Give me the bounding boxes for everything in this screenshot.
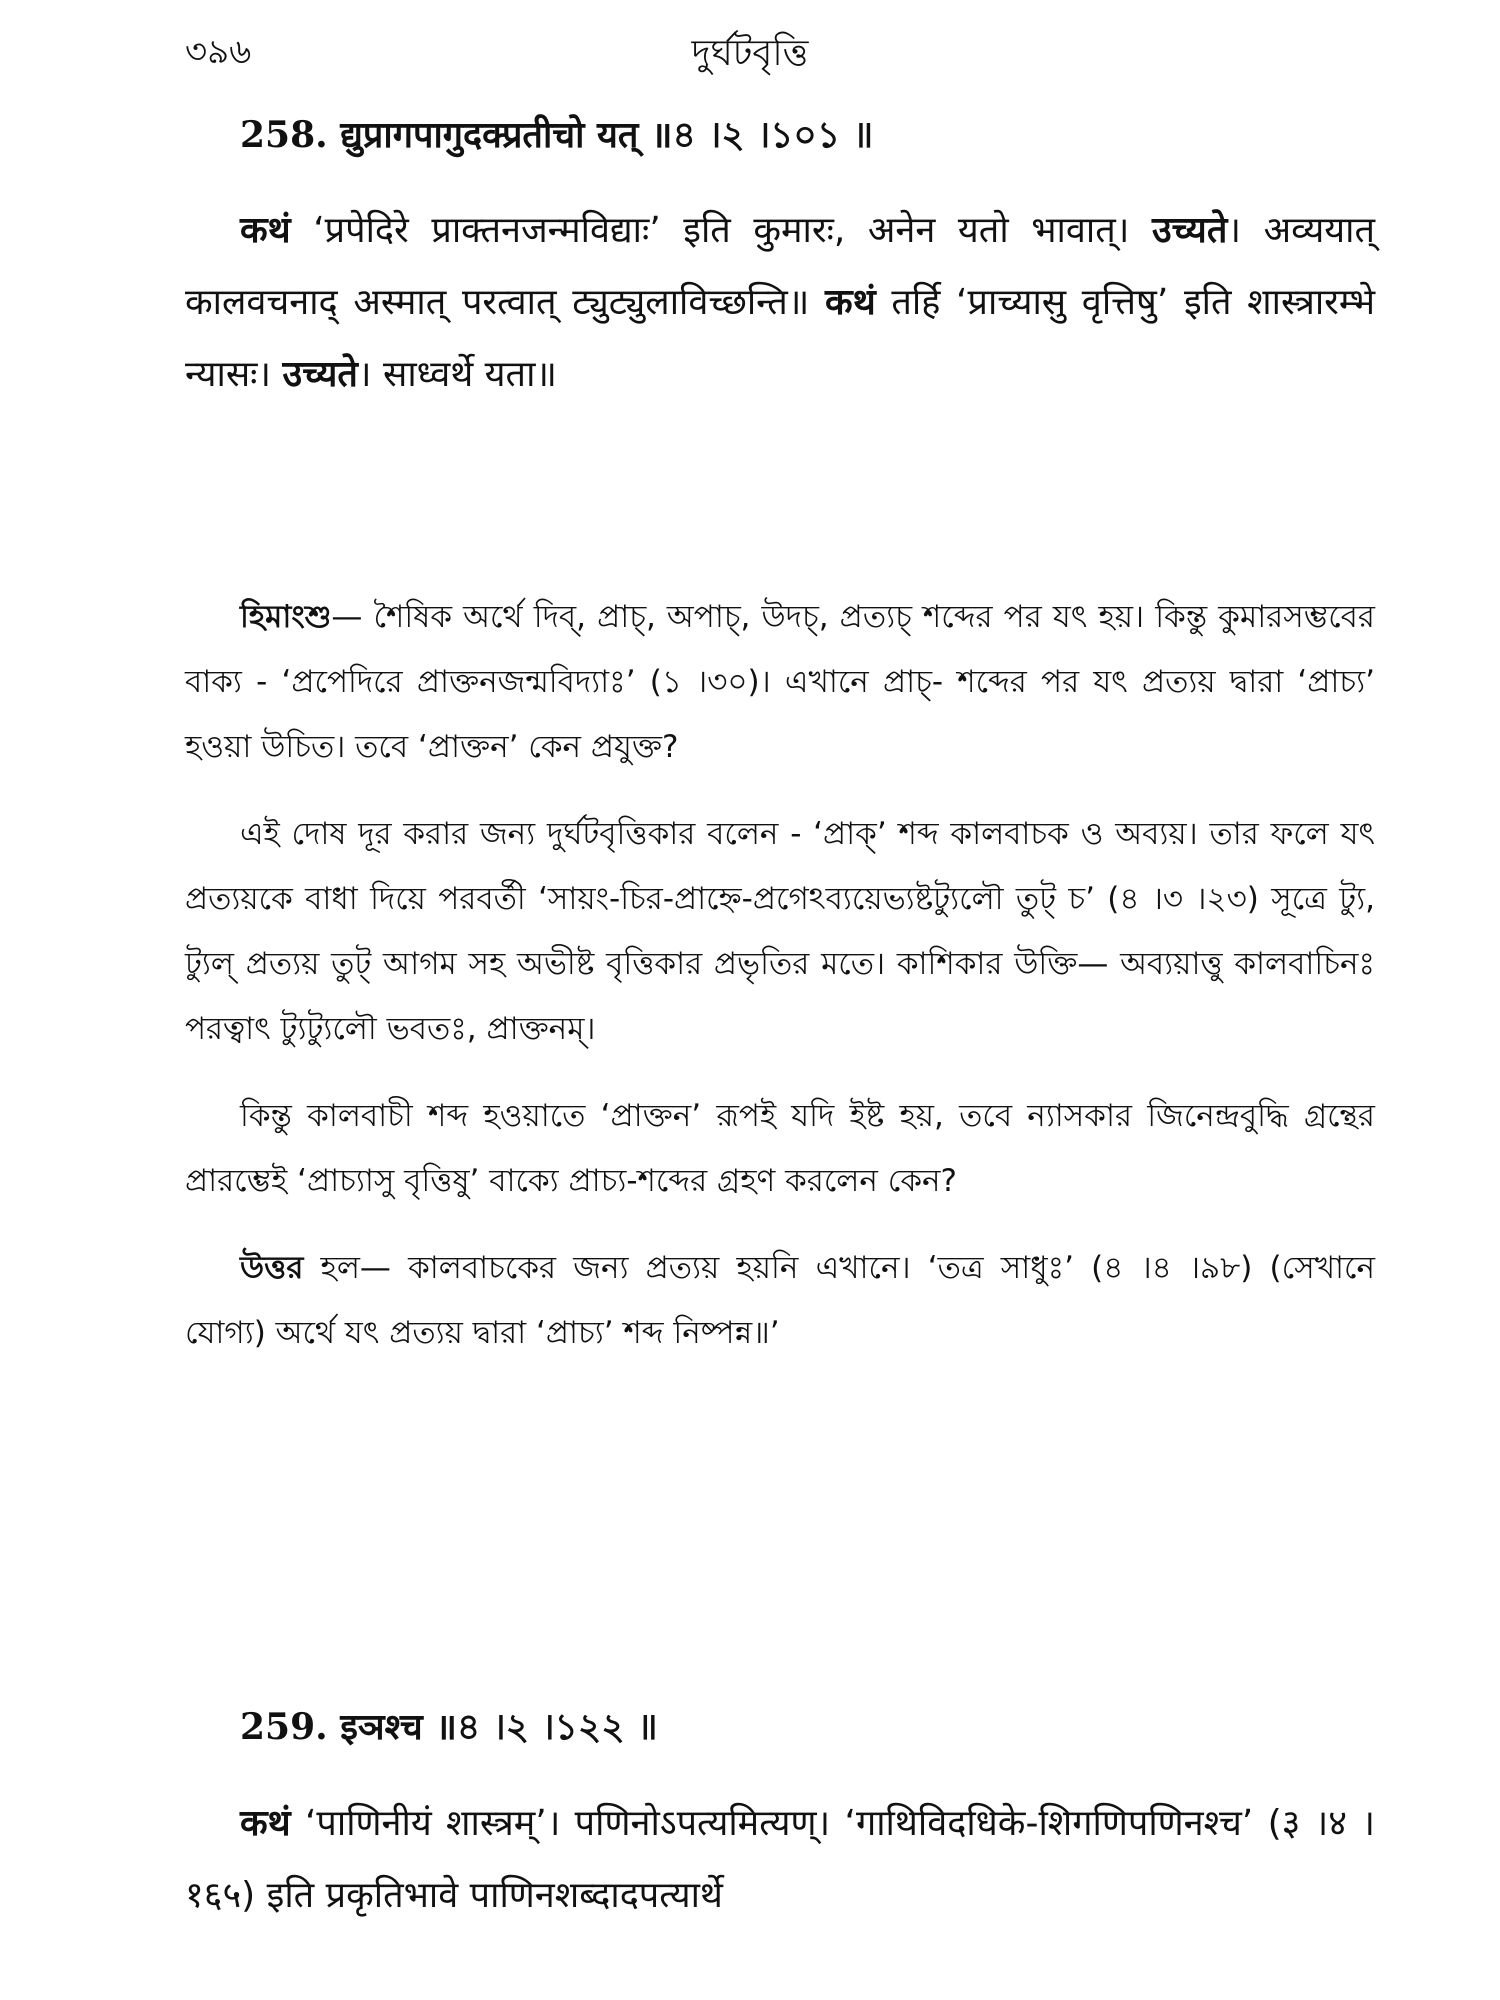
bengali-paragraph: এই দোষ দূর করার জন্য দুর্ঘটবৃত্তিকার বলেন - ‘প্রাক্’ শব্দ কালবাচক ও অব্যয়। তার ফলে যৎ প্রত্যয়কে বাধা দিয়ে পরবর্তী ‘সায়ং-চির-প্রাহ্নে-প্রগেঽব্যয়েভ্যষ্টট্যুলৌ তুট্ চ’ (৪ ।৩ ।২৩) সূত্রে ট্যু, ট্যুল্ প্রত্যয় তুট্ আগম সহ অভীষ্ট বৃত্তিকার প্রভৃতির মতে। কাশিকার উক্তি— অব্যয়াত্তু কালবাচিনঃ পরত্বাৎ ট্যুট্যুলৌ ভবতঃ, প্রাক্তনম্। xyxy=(185,816,1375,1047)
bengali-paragraph: কিন্তু কালবাচী শব্দ হওয়াতে ‘প্রাক্তন’ রূপই যদি ইষ্ট হয়, তবে ন্যাসকার জিনেন্দ্রবুদ্ধি গ্রন্থের প্রারম্ভেই ‘প্রাচ্যাসু বৃত্তিষু’ বাক্যে প্রাচ্য-শব্দের গ্রহণ করলেন কেন? xyxy=(185,1098,1375,1199)
sutra-258-commentary xyxy=(185,195,1375,411)
sutra-259-commentary xyxy=(185,1788,1375,1932)
keyword: उच्यते xyxy=(1151,210,1228,251)
sutra-258-heading xyxy=(240,108,1430,168)
sutra-259-heading xyxy=(240,1700,1430,1760)
commentary-paragraph: कथं ‘प्रपेदिरे प्राक्तनजन्मविद्याः’ इति कुमारः, अनेन यतो भावात्। उच्यते। अव्ययात् कालवचनाद् अस्मात् परत्वात् ट्युट्युलाविच्छन्ति॥ कथं तर्हि ‘प्राच्यासु वृत्तिषु’ इति शास्त्रारम्भे न्यासः। उच्यते। साध्वर्थे यता॥ xyxy=(185,210,1376,395)
keyword: হিমাংশু xyxy=(240,599,332,635)
keyword: कथं xyxy=(825,282,876,323)
keyword: उच्यते xyxy=(282,354,358,395)
bengali-paragraph: হিমাংশু— শৈষিক অর্থে দিব্, প্রাচ্, অপাচ্, উদচ্, প্রত্যচ্ শব্দের পর যৎ হয়। কিন্তু কুমারসম্ভবের বাক্য - ‘প্রপেদিরে প্রাক্তনজন্মবিদ্যাঃ’ (১ ।৩০)। এখানে প্রাচ্- শব্দের পর যৎ প্রত্যয় দ্বারা ‘প্রাচ্য’ হওয়া উচিত। তবে ‘প্রাক্তন’ কেন প্রযুক্ত? xyxy=(185,599,1375,765)
sutra-text: द्युप्रागपागुदक्प्रतीचो यत् ॥৪ ।২ ।১০১ ॥ xyxy=(340,115,874,156)
commentary-paragraph: कथं ‘पाणिनीयं शास्त्रम्’। पणिनोऽपत्यमित्यण्। ‘गाथिविदधिके-शिगणिपणिनश्च’ (३ ।४ ।१६५) इति प्रकृतिभावे पाणिनशब्दादपत्यार्थे xyxy=(185,1803,1375,1916)
sutra-number: 259. xyxy=(240,1706,328,1748)
keyword: कथं xyxy=(240,210,291,251)
page-number: ৩৯৬ xyxy=(185,32,252,72)
sutra-text: इञश्च ॥৪ ।২ ।১২২ ॥ xyxy=(340,1707,658,1748)
himanshu-section xyxy=(185,585,1375,1366)
bengali-paragraph: উত্তর হল— কালবাচকের জন্য প্রত্যয় হয়নি এখানে। ‘তত্র সাধুঃ’ (৪ ।৪ ।৯৮) (সেখানে যোগ্য) অর্থে যৎ প্রত্যয় দ্বারা ‘প্রাচ্য’ শব্দ নিষ্পন্ন॥’ xyxy=(185,1250,1375,1351)
keyword: উত্তর xyxy=(240,1250,304,1286)
keyword: कथं xyxy=(240,1803,291,1844)
sutra-number: 258. xyxy=(240,114,328,156)
running-title: দুর্ঘটবৃত্তি xyxy=(691,33,809,74)
